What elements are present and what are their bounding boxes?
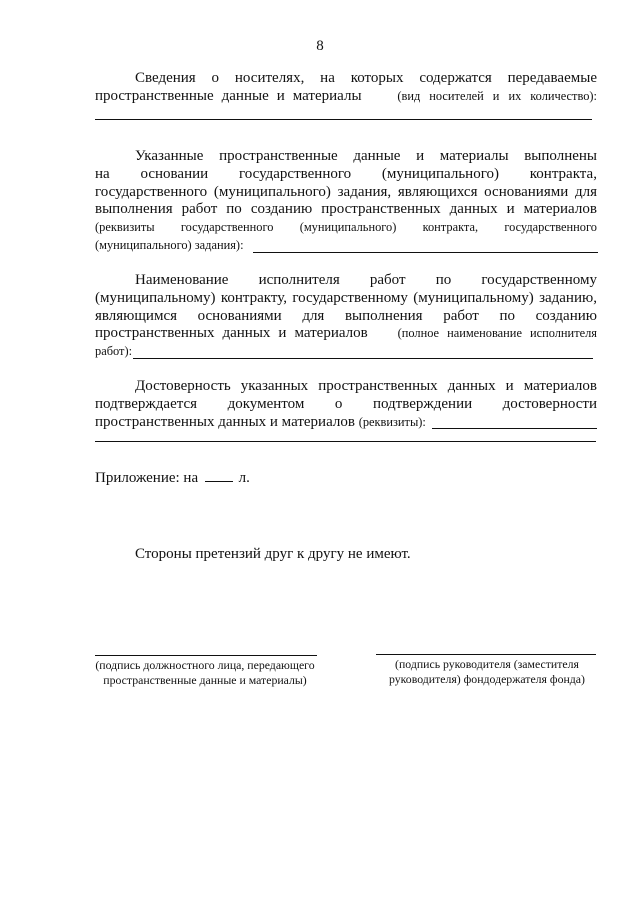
left-signature-caption bbox=[80, 658, 330, 688]
media-line-1 bbox=[95, 70, 597, 88]
basis-line-2 bbox=[95, 166, 597, 184]
word: выполнения bbox=[95, 201, 173, 218]
media-line-2 bbox=[95, 88, 597, 106]
right-signature-caption-1: (подпись руководителя (заместителя bbox=[395, 657, 579, 671]
appendix-suffix: л. bbox=[238, 470, 250, 486]
appendix-section bbox=[95, 470, 597, 488]
media-section bbox=[95, 70, 597, 106]
word: для bbox=[574, 183, 597, 200]
executor-line-4-words bbox=[95, 325, 368, 343]
basis-section bbox=[95, 148, 597, 255]
word: государственного bbox=[95, 183, 208, 200]
word: государственному bbox=[481, 272, 597, 288]
executor-line-1 bbox=[95, 272, 597, 290]
word: документом bbox=[227, 395, 305, 412]
word: о bbox=[211, 70, 220, 86]
executor-line-4-note bbox=[398, 325, 597, 343]
right-signature-caption bbox=[362, 657, 612, 687]
word: государственному bbox=[292, 289, 408, 306]
word: и bbox=[276, 87, 285, 104]
word: на bbox=[95, 165, 110, 182]
word: являющимся bbox=[95, 307, 178, 324]
basis-line-1 bbox=[95, 148, 597, 166]
word: и bbox=[416, 148, 425, 164]
word: по bbox=[435, 272, 452, 288]
reliability-line-2 bbox=[95, 396, 597, 414]
reliability-section bbox=[95, 378, 597, 431]
claims-section bbox=[95, 546, 597, 564]
word: (муниципальному) bbox=[95, 289, 216, 306]
word: для bbox=[302, 307, 325, 324]
word: выполнения bbox=[344, 307, 423, 324]
executor-line-5-text: работ): bbox=[95, 344, 133, 359]
media-line-2-words bbox=[95, 88, 362, 106]
word: по bbox=[226, 201, 242, 218]
media-line-2-note bbox=[397, 88, 597, 106]
word: пространственные bbox=[219, 148, 338, 164]
word: подтверждении bbox=[372, 395, 473, 412]
word: пространственных bbox=[318, 378, 438, 394]
word: являющихся bbox=[397, 183, 478, 200]
word: которых bbox=[350, 70, 404, 86]
word: достоверности bbox=[502, 395, 597, 412]
word: (муниципального) bbox=[213, 183, 331, 200]
left-signature-line[interactable] bbox=[95, 655, 317, 656]
word: основании bbox=[140, 165, 209, 182]
word: их bbox=[508, 88, 522, 103]
word: материалов bbox=[523, 201, 597, 218]
word: пространственных bbox=[321, 201, 441, 218]
reliability-line-1 bbox=[95, 378, 597, 396]
left-signature-caption-2: пространственные данные и материалы) bbox=[103, 673, 307, 688]
word: (реквизиты bbox=[95, 220, 155, 235]
word: носителей bbox=[429, 88, 484, 103]
word: заданию, bbox=[539, 289, 597, 306]
word: государственного bbox=[504, 220, 597, 235]
word: наименование bbox=[447, 326, 522, 341]
word: (муниципального) bbox=[299, 220, 397, 235]
executor-fill-line[interactable] bbox=[133, 358, 593, 359]
word: данные bbox=[353, 148, 401, 164]
executor-section bbox=[95, 272, 597, 361]
word: данных bbox=[449, 201, 498, 218]
word: государственного bbox=[180, 220, 274, 235]
word: (муниципальному) bbox=[413, 289, 534, 306]
right-signature-line[interactable] bbox=[376, 654, 596, 655]
basis-line-5 bbox=[95, 219, 597, 237]
executor-line-4 bbox=[95, 325, 597, 343]
word: и bbox=[278, 325, 287, 342]
left-signature-caption-1: (подпись должностного лица, передающего bbox=[95, 658, 315, 672]
word: и bbox=[492, 88, 500, 103]
word: пространственные bbox=[95, 87, 214, 104]
word: (муниципального) bbox=[381, 165, 499, 182]
word: контракту, bbox=[220, 289, 287, 306]
word: Указанные bbox=[135, 148, 204, 164]
word: данных bbox=[447, 378, 496, 394]
word: и bbox=[506, 201, 515, 218]
word: материалы bbox=[439, 148, 509, 164]
word: (полное bbox=[397, 326, 440, 341]
reliability-line-3-main: пространственных данных и материалов bbox=[95, 413, 355, 430]
word: данных bbox=[222, 325, 271, 342]
word: материалы bbox=[292, 87, 362, 104]
executor-line-2 bbox=[95, 290, 597, 308]
word: выполнены bbox=[524, 148, 597, 164]
executor-line-5 bbox=[95, 343, 597, 361]
claims-text: Стороны претензий друг к другу не имеют. bbox=[135, 546, 411, 562]
media-fill-line[interactable] bbox=[95, 119, 592, 120]
word: носителях, bbox=[234, 70, 305, 86]
word: работ bbox=[369, 272, 406, 288]
basis-line-3 bbox=[95, 184, 597, 202]
word: материалов bbox=[523, 378, 597, 394]
word: по bbox=[499, 307, 515, 324]
basis-fill-line[interactable] bbox=[253, 252, 598, 253]
word: исполнителя bbox=[529, 326, 597, 341]
reliability-fill-line-2[interactable] bbox=[95, 441, 596, 442]
word: созданию bbox=[535, 307, 597, 324]
word: работ bbox=[181, 201, 218, 218]
basis-line-4 bbox=[95, 201, 597, 219]
word: и bbox=[505, 378, 514, 394]
word: содержатся bbox=[419, 70, 492, 86]
word: указанных bbox=[240, 378, 309, 394]
word: основаниями bbox=[197, 307, 282, 324]
word: о bbox=[334, 395, 343, 412]
word: данные bbox=[221, 87, 269, 104]
appendix-pages-field[interactable] bbox=[205, 481, 233, 482]
word: подтверждается bbox=[95, 395, 198, 412]
basis-line-6-text: (муниципального) задания): bbox=[95, 237, 244, 252]
word: на bbox=[320, 70, 335, 86]
word: государственного bbox=[238, 165, 352, 182]
word: материалов bbox=[294, 325, 368, 342]
word: количество): bbox=[530, 88, 597, 103]
page-number: 8 bbox=[316, 38, 324, 54]
executor-line-3 bbox=[95, 308, 597, 326]
word: контракта, bbox=[422, 220, 479, 235]
word: задания, bbox=[337, 183, 392, 200]
word: (вид bbox=[397, 88, 421, 103]
word: Сведения bbox=[135, 70, 196, 86]
basis-line-6 bbox=[95, 237, 597, 255]
word: Наименование bbox=[135, 272, 229, 288]
reliability-line-3-note: (реквизиты): bbox=[358, 414, 426, 429]
word: передаваемые bbox=[507, 70, 597, 86]
right-signature-caption-2: руководителя) фондодержателя фонда) bbox=[389, 672, 585, 687]
reliability-fill-line[interactable] bbox=[432, 428, 597, 429]
word: созданию bbox=[250, 201, 313, 218]
word: работ bbox=[443, 307, 479, 324]
word: пространственных bbox=[95, 325, 215, 342]
word: основаниями bbox=[484, 183, 569, 200]
reliability-line-3 bbox=[95, 414, 597, 432]
word: Достоверность bbox=[135, 378, 231, 394]
word: контракта, bbox=[529, 165, 597, 182]
appendix-label: Приложение: на bbox=[95, 470, 199, 486]
word: исполнителя bbox=[258, 272, 340, 288]
